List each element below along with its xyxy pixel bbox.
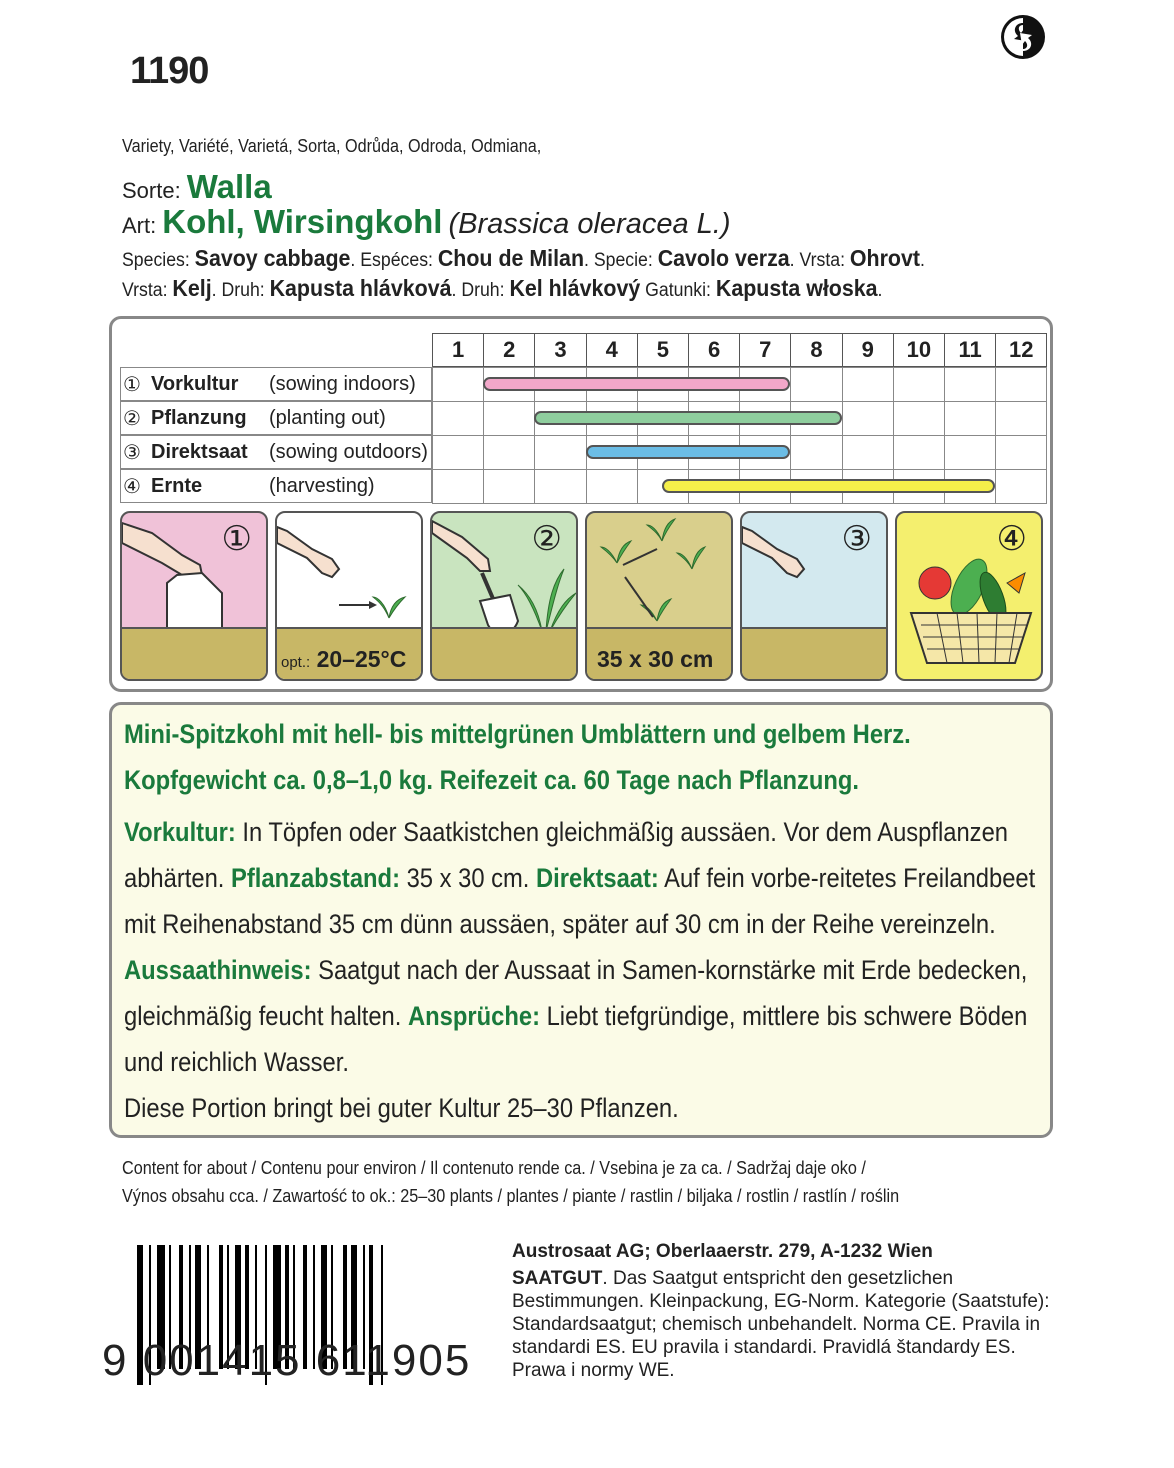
calendar-bar — [534, 411, 841, 425]
calendar-cell — [483, 401, 535, 436]
ansprueche-text: Liebt tiefgründige, mittlere bis schwere Böden und reichlich Wasser. — [124, 1001, 1028, 1077]
calendar-cell — [483, 435, 535, 470]
sorte-line — [122, 168, 272, 206]
legal-text — [512, 1267, 1072, 1382]
species-label: Gatunki: — [645, 280, 711, 301]
calendar-cell — [432, 401, 484, 436]
row-activity-de: Vorkultur — [151, 372, 239, 395]
ansprueche-label: Ansprüche: — [407, 1001, 540, 1031]
calendar-cell — [995, 435, 1047, 470]
calendar-row-label — [120, 401, 432, 435]
direktsaat-text: Auf fein vorbe-reitetes Freilandbeet mit Reihenabstand 35 cm dünn aussäen, später auf 30 cm in der Reihe vereinzeln. — [124, 863, 1036, 939]
calendar-cell — [432, 367, 484, 402]
calendar-cell — [842, 367, 894, 402]
temp-prefix: opt.: — [281, 654, 311, 671]
row-activity-de: Pflanzung — [151, 406, 247, 429]
description-line-2: Kopfgewicht ca. 0,8–1,0 kg. Reifezeit ca. 60 Tage nach Pflanzung. — [124, 765, 860, 795]
row-number: ① — [123, 373, 141, 396]
calendar-cell — [790, 435, 842, 470]
species-line-1: Species: Savoy cabbage. Espéces: Chou de Milan. Specie: Cavolo verza. Vrsta: Ohrovt. — [122, 245, 925, 271]
step-number: ① — [221, 520, 252, 558]
calendar-cell — [893, 367, 945, 402]
species-label: Species: — [122, 250, 190, 271]
soil — [122, 627, 266, 679]
calendar-bar — [662, 479, 995, 493]
calendar-cell — [893, 401, 945, 436]
sowing-calendar — [109, 316, 1053, 692]
species-label: Druh: — [221, 280, 265, 301]
calendar-cell — [995, 401, 1047, 436]
art-value: Kohl, Wirsingkohl — [162, 203, 443, 240]
latin-name: (Brassica oleracea L.) — [448, 208, 731, 240]
temp-value: 20–25°C — [316, 646, 407, 672]
green-dot-recycling-icon — [1000, 14, 1046, 60]
row-activity-de: Ernte — [151, 474, 203, 497]
pictogram-germination — [275, 511, 423, 681]
vorkultur-text: In Töpfen oder Saatkistchen gleichmäßig aussäen. Vor dem Auspflanzen abhärten. — [124, 817, 1009, 893]
barcode-digits: 9 001415 611905 — [102, 1336, 472, 1385]
pflanzabstand-label: Pflanzabstand: — [231, 863, 400, 893]
content-line-1: Content for about / Contenu pour environ / Il contenuto rende ca. / Vsebina je za ca. / Sadržaj daje oko / — [122, 1158, 866, 1178]
hand-sowing-icon — [122, 513, 268, 633]
pictogram-sowing-indoors — [120, 511, 268, 681]
species-value: Savoy cabbage — [194, 245, 351, 271]
row-activity-en: (sowing outdoors) — [269, 440, 428, 463]
species-value: Chou de Milan — [437, 245, 585, 271]
variety-description — [124, 711, 1044, 803]
species-value: Kapusta włoska — [715, 275, 878, 301]
calendar-cell — [432, 435, 484, 470]
art-line — [122, 203, 731, 241]
soil — [587, 627, 731, 679]
direktsaat-label: Direktsaat: — [536, 863, 659, 893]
month-header: 1 — [432, 333, 484, 367]
variety-label: Variety, Variété, Varietá, Sorta, Odrůda, Odroda, Odmiana, — [122, 136, 542, 156]
legal-body: . Das Saatgut entspricht den gesetzlichen Bestimmungen. Kleinpackung, EG-Norm. Kategorie (Saatstufe): Standardsaatgut; chemisch unbehandelt. Norma CE. Pravila in standardi ES. EU pravila i standardi. Pravidlá štandardy ES. Prawa i normy WE. — [512, 1268, 1050, 1381]
calendar-bar — [483, 377, 790, 391]
month-header: 6 — [688, 333, 740, 367]
hand-sowing-outdoors-icon — [742, 513, 888, 633]
step-number: ④ — [996, 520, 1027, 558]
month-header: 11 — [944, 333, 996, 367]
calendar-cell — [586, 469, 638, 504]
month-header: 8 — [790, 333, 842, 367]
species-value: Ohrovt — [849, 245, 921, 271]
month-header: 12 — [995, 333, 1047, 367]
calendar-row-label — [120, 435, 432, 469]
calendar-cell — [995, 469, 1047, 504]
vorkultur-label: Vorkultur: — [124, 817, 236, 847]
pflanzabstand-text: 35 x 30 cm. — [399, 863, 537, 893]
seed-arrow-sprout-icon — [277, 513, 423, 633]
pictogram-harvest — [895, 511, 1043, 681]
content-line-2: Výnos obsahu cca. / Zawartość to ok.: 25–30 plants / plantes / piante / rastlin / biljaka / rostlin / rastlín / roślin — [122, 1186, 900, 1206]
month-header: 9 — [842, 333, 894, 367]
calendar-bar — [586, 445, 791, 459]
company-address: Austrosaat AG; Oberlaaerstr. 279, A-1232 Wien — [512, 1241, 933, 1262]
calendar-row-label — [120, 367, 432, 401]
pictogram-spacing — [585, 511, 733, 681]
sorte-label: Sorte: — [122, 178, 181, 203]
calendar-cell — [944, 435, 996, 470]
calendar-cell — [842, 435, 894, 470]
month-header: 2 — [483, 333, 535, 367]
vegetable-basket-icon — [897, 513, 1043, 681]
calendar-cell — [944, 367, 996, 402]
portion-text: Diese Portion bringt bei guter Kultur 25–30 Pflanzen. — [124, 1093, 679, 1123]
step-number: ② — [531, 520, 562, 558]
month-header: 7 — [739, 333, 791, 367]
calendar-cell — [842, 401, 894, 436]
species-value: Kelj — [172, 275, 212, 301]
saatgut-label: SAATGUT — [512, 1268, 603, 1289]
month-header: 5 — [637, 333, 689, 367]
aussaat-label: Aussaathinweis: — [124, 955, 312, 985]
spacing-value: 35 x 30 cm — [597, 646, 714, 672]
calendar-cell — [944, 401, 996, 436]
soil — [742, 627, 886, 679]
optimal-temperature — [281, 646, 406, 673]
month-header: 4 — [586, 333, 638, 367]
soil — [277, 627, 421, 679]
species-value: Kel hlávkový — [509, 275, 641, 301]
description-line-1: Mini-Spitzkohl mit hell- bis mittelgrünen Umblättern und gelbem Herz. — [124, 719, 911, 749]
cultivation-instructions — [124, 809, 1044, 1131]
species-label: Espéces: — [360, 250, 433, 271]
row-activity-de: Direktsaat — [151, 440, 248, 463]
soil — [432, 627, 576, 679]
species-label: Druh: — [461, 280, 505, 301]
article-number: 1190 — [130, 50, 209, 92]
calendar-row-label — [120, 469, 432, 503]
pictogram-sowing-outdoors — [740, 511, 888, 681]
description-box — [109, 702, 1053, 1138]
plant-spacing-icon — [587, 513, 733, 633]
calendar-cell — [534, 435, 586, 470]
sorte-value: Walla — [186, 168, 272, 205]
art-label: Art: — [122, 213, 157, 238]
legal-info — [512, 1240, 1072, 1382]
month-header: 3 — [534, 333, 586, 367]
row-number: ③ — [123, 441, 141, 464]
calendar-cell — [995, 367, 1047, 402]
species-label: Vrsta: — [122, 280, 168, 301]
calendar-cell — [432, 469, 484, 504]
row-number: ④ — [123, 475, 141, 498]
row-activity-en: (harvesting) — [269, 474, 375, 497]
species-label: Specie: — [593, 250, 653, 271]
calendar-cell — [534, 469, 586, 504]
calendar-grid — [120, 333, 1046, 505]
calendar-cell — [790, 367, 842, 402]
pictogram-planting-out — [430, 511, 578, 681]
species-value: Cavolo verza — [657, 245, 790, 271]
step-number: ③ — [841, 520, 872, 558]
aussaat-text: Saatgut nach der Aussaat in Samen-kornstärke mit Erde bedecken, gleichmäßig feucht halten. — [124, 955, 1028, 1031]
month-header: 10 — [893, 333, 945, 367]
calendar-cell — [483, 469, 535, 504]
species-value: Kapusta hlávková — [269, 275, 452, 301]
species-line-2: Vrsta: Kelj. Druh: Kapusta hlávková. Druh: Kel hlávkový Gatunki: Kapusta włoska. — [122, 275, 883, 301]
row-number: ② — [123, 407, 141, 430]
calendar-cell — [893, 435, 945, 470]
row-activity-en: (sowing indoors) — [269, 372, 416, 395]
species-label: Vrsta: — [799, 250, 845, 271]
row-activity-en: (planting out) — [269, 406, 386, 429]
